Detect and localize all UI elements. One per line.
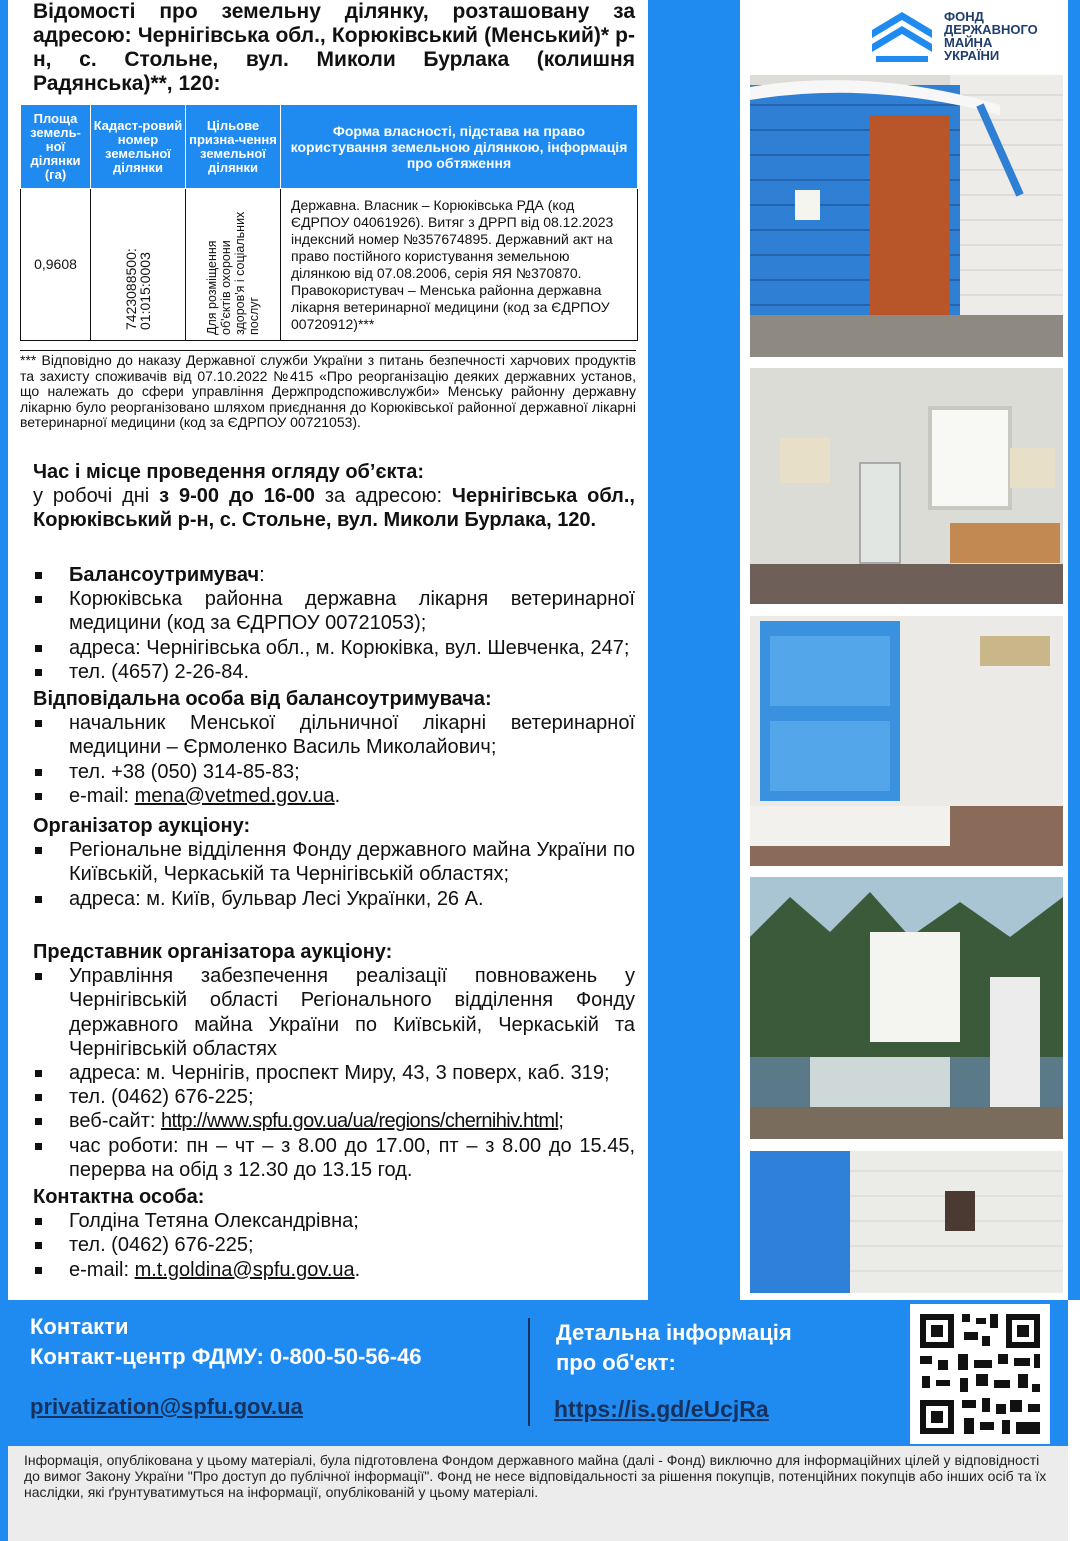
inspection-address: Чернігівська обл., Корюківський р-н, с. Стольне, вул. Миколи Бурлака, 120. [33,485,635,532]
details-link[interactable]: https://is.gd/eUcjRa [554,1396,769,1422]
list-item: адреса: Чернігівська обл., м. Корюківка, вул. Шевченка, 247; [33,636,635,660]
list-item: Регіональне відділення Фонду державного майна України по Київській, Черкаській та Чернігівській областях; [33,838,635,886]
logo-text [944,10,1038,62]
logo-line-4: УКРАЇНИ [944,48,1000,63]
footer-contacts [8,1300,1068,1446]
list-item: Корюківська районна державна лікарня ветеринарної медицини (код за ЄДРПОУ 00721053); [33,587,635,635]
header-area: Площа земель-ної ділянки (га) [21,105,91,189]
balance-holder-colon: : [259,564,265,586]
inspection-text [33,484,635,532]
heading-block [33,0,635,96]
contact-person-title: Контактна особа: [33,1186,205,1208]
entrance-photo-image [750,75,1063,357]
inspection-text-b: за адресою: [314,485,452,508]
room-3-photo-image [750,877,1063,1139]
organizer-title: Організатор аукціону: [33,815,251,837]
list-item: тел. +38 (050) 314-85-83; [33,760,635,784]
table-row [21,189,638,341]
contact-email-link[interactable]: m.t.goldina@spfu.gov.ua [134,1258,355,1281]
balance-holder-title: Балансоутримувач [69,564,260,586]
room-1-photo-image [750,368,1063,604]
list-item: адреса: м. Київ, бульвар Лесі Українки, 26 А. [33,887,635,911]
header-ownership: Форма власності, підстава на право користування земельною ділянкою, інформація про обтяження [281,105,638,189]
list-item: адреса: м. Чернігів, проспект Миру, 43, 3 поверх, каб. 319; [33,1061,635,1085]
inspection-title: Час і місце проведення огляду об’єкта: [33,461,425,483]
list-item: час роботи: пн – чт – з 8.00 до 17.00, пт – з 8.00 до 15.45, перерва на обід з 12.30 до 13.15 год. [33,1134,635,1182]
list-item [33,1258,635,1282]
purpose-text: Для розміщення об'єктів охорони здоров'я і соціальних послуг [205,211,261,335]
call-center: Контакт-центр ФДМУ: 0-800-50-56-46 [30,1344,422,1369]
details-label-2: про об'єкт: [556,1350,676,1375]
balance-holder-section [33,563,635,684]
email-suffix: . [354,1258,361,1281]
page-title: Відомості про земельну ділянку, розташовану за адресою: Чернігівська обл., Корюківський (Менський)* р-н, с. Стольне, вул. Миколи Бурлака (колишня Радянська)**, 120: [33,0,635,95]
qr-code[interactable] [910,1304,1050,1444]
land-plot-table [20,104,638,341]
email-suffix: . [334,784,341,807]
list-item [33,563,635,587]
responsible-email-link[interactable]: mena@vetmed.gov.ua [134,784,335,807]
cadastral-number: 7423088500: 01:015:0003 [123,247,153,330]
list-item [33,784,635,808]
right-border [1068,0,1080,1300]
photo-room-1 [750,368,1063,604]
inspection-section [33,460,635,533]
details-label-1: Детальна інформація [556,1320,792,1345]
qr-code-icon [910,1304,1050,1444]
cell-purpose [186,189,281,341]
list-item: Голдіна Тетяна Олександрівна; [33,1209,635,1233]
cell-cadastral [91,189,186,341]
contacts-label: Контакти [30,1314,129,1339]
photo-entrance [750,75,1063,357]
cell-ownership: Державна. Власник – Корюківська РДА (код ЄДРПОУ 04061926). Витяг з ДРРП від 08.12.2023 індексний номер №357674895. Державний акт на право постійного користування земельною ділянкою від 07.08.2006, серія ЯЯ №370870. Правокористувач – Менська районна державна лікарня ветеринарної медицини (код за ЄДРПОУ 00720912)*** [281,189,638,341]
room-2-photo-image [750,616,1063,866]
logo-line-1: ФОНД [944,9,984,24]
cell-area: 0,9608 [21,189,91,341]
photo-room-3 [750,877,1063,1139]
photo-room-4 [750,1151,1063,1293]
footer-divider [528,1318,530,1426]
contact-person-section [33,1185,635,1282]
reorganization-note: *** Відповідно до наказу Державної служби України з питань безпечності харчових продуктів та захисту споживачів від 07.10.2022 №415 «Про реорганізацію деяких державних установ, що належать до сфери управління Держпродспоживслужби» Менську районну державну лікарню було реорганізовано шляхом приєднання до Корюківської районної державної лікарні ветеринарної медицини (код за ЄДРПОУ 00721053). [20,352,636,430]
header-cadastral: Кадаст-ровий номер земельної ділянки [91,105,186,189]
web-prefix: веб-сайт: [69,1110,161,1133]
organizer-section [33,814,635,911]
photo-room-2 [750,616,1063,866]
email-prefix: e-mail: [69,784,135,807]
inspection-text-a: у робочі дні [33,485,160,508]
inspection-time: з 9-00 до 16-00 [159,485,315,508]
logo-line-2: ДЕРЖАВНОГО [944,22,1038,37]
web-suffix: ; [558,1110,564,1133]
list-item: тел. (4657) 2-26-84. [33,660,635,684]
left-border [0,0,8,1541]
list-item: тел. (0462) 676-225; [33,1233,635,1257]
representative-title: Представник організатора аукціону: [33,941,393,963]
list-item [33,1109,635,1133]
website-link[interactable]: http://www.spfu.gov.ua/ua/regions/chernihiv.html [160,1110,559,1133]
header-purpose: Цільове призна-чення земельної ділянки [186,105,281,189]
responsible-section [33,687,635,808]
list-item: Управління забезпечення реалізації повноважень у Чернігівській області Регіонального відділення Фонду державного майна України по Київській, Черкаській та Чернігівській областях [33,964,635,1061]
list-item: начальник Менської дільничної лікарні ветеринарної медицини – Єрмоленко Василь Миколайович; [33,711,635,759]
disclaimer-text: Інформація, опублікована у цьому матеріалі, була підготовлена Фондом державного майна (далі - Фонд) виключно для інформаційних цілей у відповідності до вимог Закону України "Про доступ до публічної інформації". Фонд не несе відповідальності за рішення покупців, потенційних покупців або інших осіб та їх наслідки, які ґрунтуватимуться на інформації, опублікованій у цьому матеріалі. [24,1452,1047,1500]
privatization-email-link[interactable]: privatization@spfu.gov.ua [30,1394,303,1419]
logo-line-3: МАЙНА [944,35,993,50]
responsible-title: Відповідальна особа від балансоутримувача: [33,688,492,710]
disclaimer-box [8,1446,1068,1541]
list-item: тел. (0462) 676-225; [33,1085,635,1109]
middle-border [648,0,740,1300]
representative-section [33,940,635,1182]
email-prefix: e-mail: [69,1258,135,1281]
house-logo-icon [870,10,934,64]
room-4-photo-image [750,1151,1063,1293]
